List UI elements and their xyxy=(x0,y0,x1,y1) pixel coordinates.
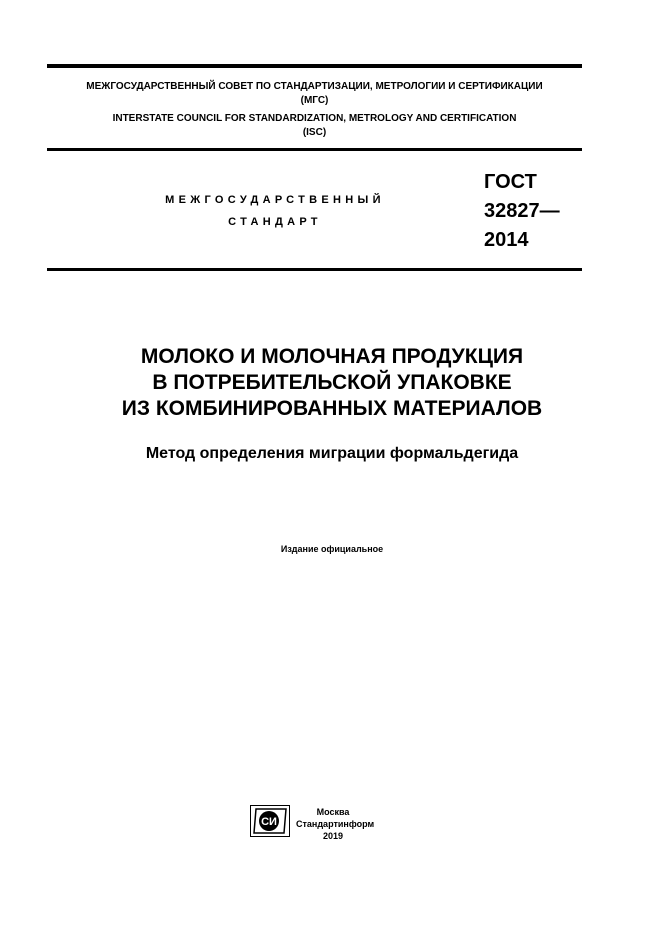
imprint-publisher: Стандартинформ xyxy=(296,819,375,829)
standard-type xyxy=(130,189,420,233)
document-title xyxy=(47,344,617,422)
standard-type-line1: МЕЖГОСУДАРСТВЕННЫЙ xyxy=(165,194,385,206)
middle-divider xyxy=(47,148,582,151)
title-line2: В ПОТРЕБИТЕЛЬСКОЙ УПАКОВКЕ xyxy=(152,371,512,394)
council-name-en xyxy=(47,112,582,140)
council-abbr-en: (ISC) xyxy=(302,127,327,138)
bottom-divider xyxy=(47,268,582,271)
council-abbr-ru: (МГС) xyxy=(300,95,329,106)
top-divider xyxy=(47,64,582,68)
edition-note: Издание официальное xyxy=(280,544,384,554)
title-line3: ИЗ КОМБИНИРОВАННЫХ МАТЕРИАЛОВ xyxy=(121,397,543,420)
document-subtitle: Метод определения миграции формальдегида xyxy=(145,445,519,462)
logo-letters: СИ xyxy=(261,816,277,828)
designation-label: ГОСТ xyxy=(484,171,537,193)
council-name-en-line: INTERSTATE COUNCIL FOR STANDARDIZATION, METROLOGY AND CERTIFICATION xyxy=(112,113,517,124)
imprint xyxy=(296,806,375,842)
standard-type-line2: СТАНДАРТ xyxy=(228,216,322,228)
imprint-city: Москва xyxy=(316,807,350,817)
designation-year: 2014 xyxy=(484,229,529,251)
council-name-ru-line: МЕЖГОСУДАРСТВЕННЫЙ СОВЕТ ПО СТАНДАРТИЗАЦИИ, МЕТРОЛОГИИ И СЕРТИФИКАЦИИ xyxy=(86,81,543,92)
designation-number: 32827— xyxy=(484,200,560,222)
imprint-year: 2019 xyxy=(322,831,344,841)
standartinform-logo-icon xyxy=(250,805,290,837)
standard-designation xyxy=(484,168,560,255)
title-line1: МОЛОКО И МОЛОЧНАЯ ПРОДУКЦИЯ xyxy=(140,345,524,368)
council-name-ru xyxy=(47,80,582,108)
